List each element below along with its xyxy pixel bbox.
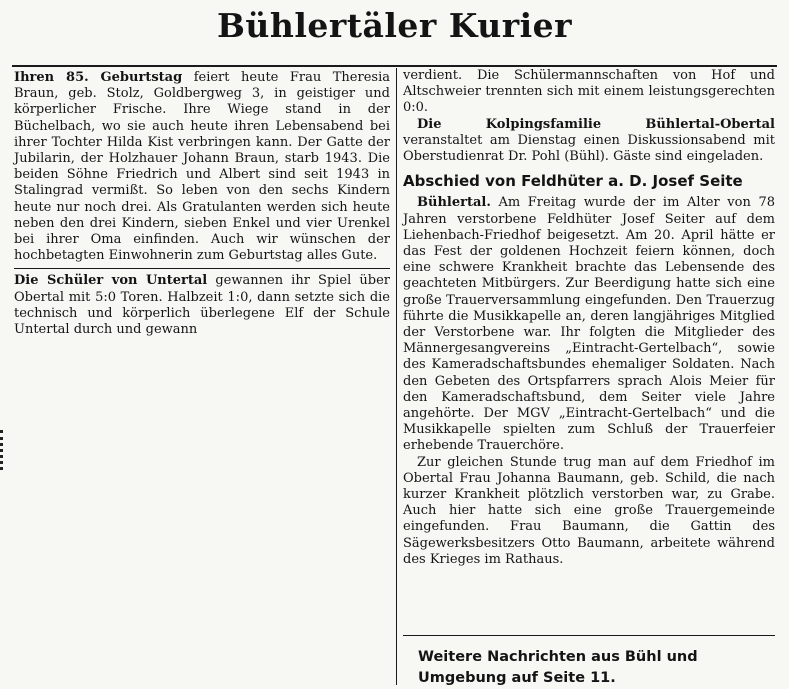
- scan-edge-marks: [0, 430, 7, 470]
- birthday-body: feiert heute Frau Theresia Braun, geb. Stolz, Goldbergweg 3, in geistiger und körperlicher Frische. Ihre Wiege stand in der Büchelbach, wo sie auch heute ihren Lebensabend bei ihrer Tochter Hilda Kist verbringen kann. Der Gatte der Jubilarin, der Holzhauer Johann Braun, starb 1943. Die beiden Söhne Friedrich und Albert sind seit 1943 in Stalingrad vermißt. So leben von den sechs Kindern heute nur noch drei. Als Gratulanten werden sich heute neben den drei Kindern, sieben Enkel und vier Urenkel bei ihrer Oma einfinden. Auch wir wünschen der hochbetagten Einwohnerin zum Geburtstag alles Gute.: [14, 70, 390, 264]
- left-column: [14, 70, 390, 338]
- obituary-paragraph-1: [403, 195, 775, 454]
- kolping-article: [403, 117, 775, 166]
- column-divider: [396, 68, 397, 685]
- students-article: [14, 273, 390, 338]
- students-continuation: verdient. Die Schülermannschaften von Hof und Altschweier trennten sich mit einem leistungsgerechten 0:0.: [403, 68, 775, 116]
- article-divider: [14, 268, 390, 269]
- birthday-article: [14, 70, 390, 264]
- obituary-headline: Abschied von Feldhüter a. D. Josef Seite: [403, 172, 743, 191]
- kolping-lead: Die Kolpingsfamilie Bühlertal-Obertal: [417, 116, 775, 132]
- more-news-rule: [403, 635, 775, 636]
- right-column: [403, 68, 775, 568]
- obituary-dateline: Bühlertal.: [417, 195, 491, 211]
- obituary-paragraph-2: Zur gleichen Stunde trug man auf dem Friedhof im Obertal Frau Johanna Baumann, geb. Schild, die nach kurzer Krankheit plötzlich verstorben war, zu Grabe. Auch hier hatte sich eine große Trauergemeinde eingefunden. Frau Baumann, die Gattin des Sägewerksbesitzers Otto Baumann, arbeitete während des Krieges im Rathaus.: [403, 454, 775, 567]
- masthead-rule: [12, 65, 777, 67]
- kolping-body: veranstaltet am Dienstag einen Diskussionsabend mit Oberstudienrat Dr. Pohl (Bühl). Gäste sind eingeladen.: [403, 132, 775, 165]
- more-news-notice: Weitere Nachrichten aus Bühl und Umgebung auf Seite 11.: [418, 649, 698, 686]
- birthday-lead: Ihren 85. Geburtstag: [14, 70, 183, 85]
- obituary-body-1: Am Freitag wurde der im Alter von 78 Jahren verstorbene Feldhüter Josef Seiter auf dem Liehenbach-Friedhof beigesetzt. Am 20. April hätte er das Fest der goldenen Hochzeit feiern können, doch eine schwere Krankheit brachte das Lebensende des geachteten Mitbürgers. Zur Beerdigung hatte sich eine große Trauerversammlung eingefunden. Den Trauerzug führte die Musikkapelle an, deren langjähriges Mitglied der Verstorbene war. Ihr folgten die Mitglieder des Männergesangvereins „Eintracht-Gertelbach“, sowie des Kameradschaftsbundes ehemaliger Soldaten. Nach den Gebeten des Ortspfarrers sprach Alois Meier für den Kameradschaftsbund, dem Seiter viele Jahre angehörte. Der MGV „Eintracht-Gertelbach“ und die Musikkapelle spielten zum Schluß der Trauerfeier erhebende Trauerchöre.: [403, 195, 775, 454]
- masthead-title: Bühlertäler Kurier: [216, 6, 573, 45]
- students-body: gewannen ihr Spiel über Obertal mit 5:0 Toren. Halbzeit 1:0, dann setzte sich die technisch und körperlich überlegene Elf der Schule Untertal durch und gewann: [14, 273, 390, 338]
- students-lead: Die Schüler von Untertal: [14, 273, 208, 289]
